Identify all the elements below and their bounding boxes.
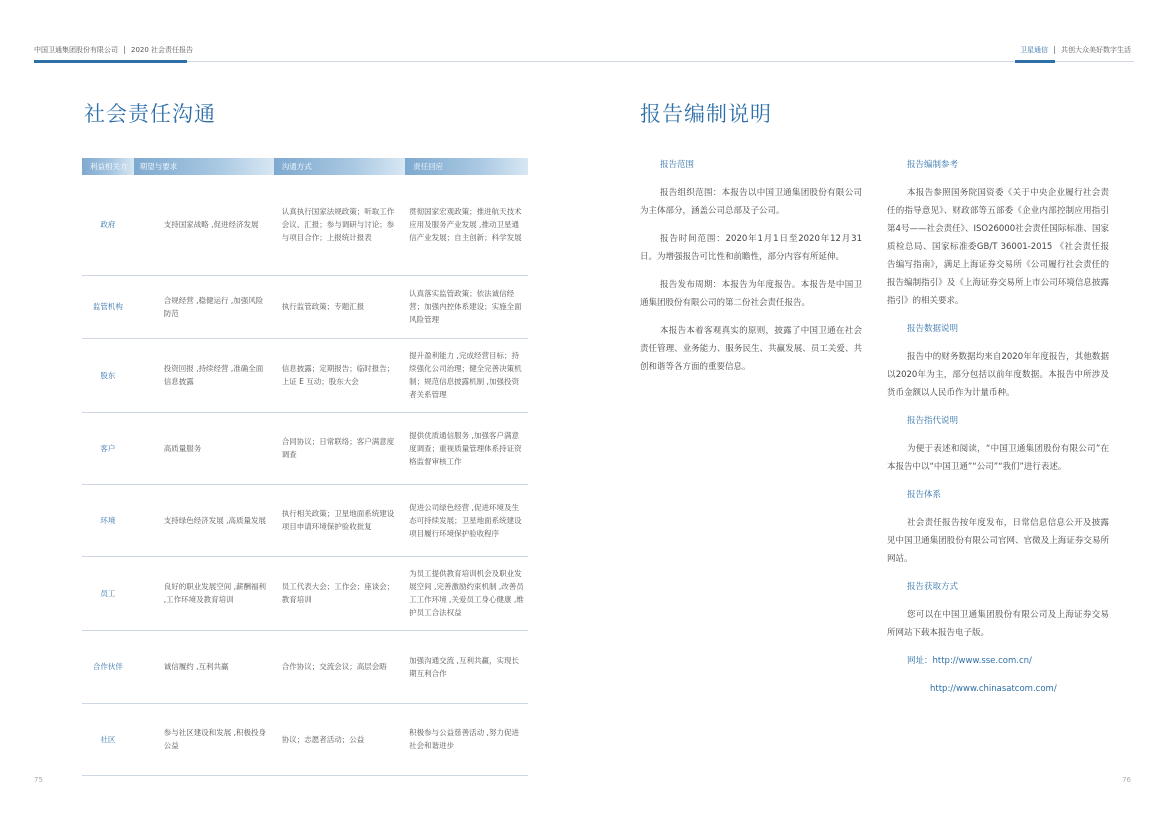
page-number-left: 75 <box>34 776 43 784</box>
response: 积极参与公益慈善活动 ,努力促进社会和谐进步 <box>405 703 528 775</box>
header-report: 2020 社会责任报告 <box>131 46 194 54</box>
expectation: 诚信履约 ,互利共赢 <box>134 630 274 703</box>
table-row <box>82 338 528 412</box>
stakeholder-name: 员工 <box>82 556 134 630</box>
stakeholder-name: 股东 <box>82 338 134 412</box>
header-divider <box>34 61 1134 62</box>
table-row <box>82 412 528 484</box>
communication: 合作协议；交流会议；高层会晤 <box>274 630 405 703</box>
section-heading: 报告数据说明 <box>907 324 959 334</box>
table-row <box>82 484 528 556</box>
section-heading: 报告指代说明 <box>907 416 959 426</box>
header-slogan: 共创大众美好数字生活 <box>1061 46 1131 54</box>
response: 提供优质通信服务 ,加强客户满意度调查；重视质量管理体系持证资格监督审核工作 <box>405 412 528 484</box>
table-row <box>82 556 528 630</box>
stakeholder-name: 社区 <box>82 703 134 775</box>
communication: 信息披露；定期报告；临时报告；上证 E 互动；股东大会 <box>274 338 405 412</box>
communication: 认真执行国家法规政策；听取工作会议、汇报；参与调研与讨论；参与项目合作；上报统计报表 <box>274 175 405 275</box>
communication: 执行监管政策；专题汇报 <box>274 275 405 338</box>
section-heading: 报告获取方式 <box>907 582 959 592</box>
communication: 执行相关政策；卫星地面系统建设项目申请环境保护验收批复 <box>274 484 405 556</box>
response: 贯彻国家宏观政策；推进航天技术应用及服务产业发展 ,推动卫星通信产业发展；自主创新；科学发展 <box>405 175 528 275</box>
expectation: 投资回报 ,持续经营 ,准确全面信息披露 <box>134 338 274 412</box>
paragraph: 报告中的财务数据均来自2020年年度报告，其他数据以2020年为主，部分包括以前年度数据。本报告中所涉及货币金额以人民币作为计量币种。 <box>887 352 1109 398</box>
header-brand: 卫星通信 <box>1020 46 1048 54</box>
report-scope-column <box>640 156 862 376</box>
header-accent-bar-right <box>1015 60 1055 63</box>
table-header-row <box>82 158 528 175</box>
expectation: 高质量服务 <box>134 412 274 484</box>
paragraph: 为便于表述和阅读，“中国卫通集团股份有限公司”在本报告中以“中国卫通”“公司”“我们”进行表述。 <box>887 444 1109 472</box>
stakeholder-name: 客户 <box>82 412 134 484</box>
right-page-title: 报告编制说明 <box>640 102 772 126</box>
response: 认真落实监管政策；依法诚信经营；加强内控体系建设；实施全面风险管理 <box>405 275 528 338</box>
response: 加强沟通交流 ,互利共赢，实现长期互利合作 <box>405 630 528 703</box>
sse-url-link[interactable]: 网址：http://www.sse.com.cn/ <box>907 656 1032 666</box>
table-row <box>82 703 528 775</box>
paragraph: 报告时间范围：2020年1月1日至2020年12月31日。为增强报告可比性和前瞻性，部分内容有所延伸。 <box>640 234 862 262</box>
paragraph: 报告发布周期：本报告为年度报告。本报告是中国卫通集团股份有限公司的第二份社会责任报告。 <box>640 280 862 308</box>
report-info-column <box>887 156 1109 698</box>
response: 促进公司绿色经营 ,促进环境及生态可持续发展；卫星地面系统建设项目履行环境保护验收程序 <box>405 484 528 556</box>
stakeholder-name: 政府 <box>82 175 134 275</box>
header-right <box>1020 45 1131 55</box>
communication: 协议；志愿者活动；公益 <box>274 703 405 775</box>
paragraph: 社会责任报告按年度发布，日常信息信息公开及披露见中国卫通集团股份有限公司官网、官微及上海证券交易所网站。 <box>887 518 1109 564</box>
expectation: 合规经营 ,稳健运行 ,加强风险防范 <box>134 275 274 338</box>
section-heading: 报告范围 <box>660 160 695 170</box>
communication: 合同协议；日常联络；客户满意度调查 <box>274 412 405 484</box>
header-accent-bar <box>34 60 187 63</box>
expectation: 参与社区建设和发展 ,积极投身公益 <box>134 703 274 775</box>
stakeholder-name: 环境 <box>82 484 134 556</box>
header-company: 中国卫通集团股份有限公司 <box>34 46 118 54</box>
paragraph: 您可以在中国卫通集团股份有限公司及上海证券交易所网站下载本报告电子版。 <box>887 610 1109 638</box>
table-row <box>82 175 528 275</box>
table-header: 期望与要求 <box>134 158 274 175</box>
table-header: 利益相关方 <box>82 158 134 175</box>
table-header: 责任回应 <box>405 158 528 175</box>
paragraph: 本报告本着客观真实的原则，披露了中国卫通在社会责任管理、业务能力、服务民生、共赢发展、员工关爱、共创和谐等各方面的重要信息。 <box>640 326 862 372</box>
response: 为员工提供教育培训机会及职业发展空间 ,完善激励约束机制 ,改善员工工作环境 ,关爱员工身心健康 ,维护员工合法权益 <box>405 556 528 630</box>
communication: 员工代表大会；工作会；座谈会；教育培训 <box>274 556 405 630</box>
stakeholder-name: 监管机构 <box>82 275 134 338</box>
stakeholder-table <box>82 158 528 776</box>
stakeholder-name: 合作伙伴 <box>82 630 134 703</box>
expectation: 支持国家战略 ,促进经济发展 <box>134 175 274 275</box>
table-row <box>82 275 528 338</box>
table-header: 沟通方式 <box>274 158 405 175</box>
paragraph: 本报告参照国务院国资委《关于中央企业履行社会责任的指导意见》、财政部等五部委《企业内部控制应用指引第4号——社会责任》、ISO26000社会责任国际标准、国家质检总局、国家标准委GB/T 36001-2015 《社会责任报告编写指南》，满足上海证券交易所《公司履行社会责任的报告编制指引》及《上海证券交易所上市公司环境信息披露指引》的相关要求。 <box>887 188 1109 306</box>
header-left <box>34 45 193 55</box>
expectation: 支持绿色经济发展 ,高质量发展 <box>134 484 274 556</box>
paragraph: 报告组织范围：本报告以中国卫通集团股份有限公司为主体部分，涵盖公司总部及子公司。 <box>640 188 862 216</box>
response: 提升盈利能力 ,完成经营目标；持续强化公司治理；健全完善决策机制；规范信息披露机制 ,加强投资者关系管理 <box>405 338 528 412</box>
chinasatcom-url-link[interactable]: http://www.chinasatcom.com/ <box>930 684 1057 694</box>
section-heading: 报告编制参考 <box>907 160 959 170</box>
table-row <box>82 630 528 703</box>
expectation: 良好的职业发展空间 ,薪酬福利 ,工作环境及教育培训 <box>134 556 274 630</box>
left-page-title: 社会责任沟通 <box>84 102 216 126</box>
page-number-right: 76 <box>1122 776 1131 784</box>
section-heading: 报告体系 <box>907 490 942 500</box>
